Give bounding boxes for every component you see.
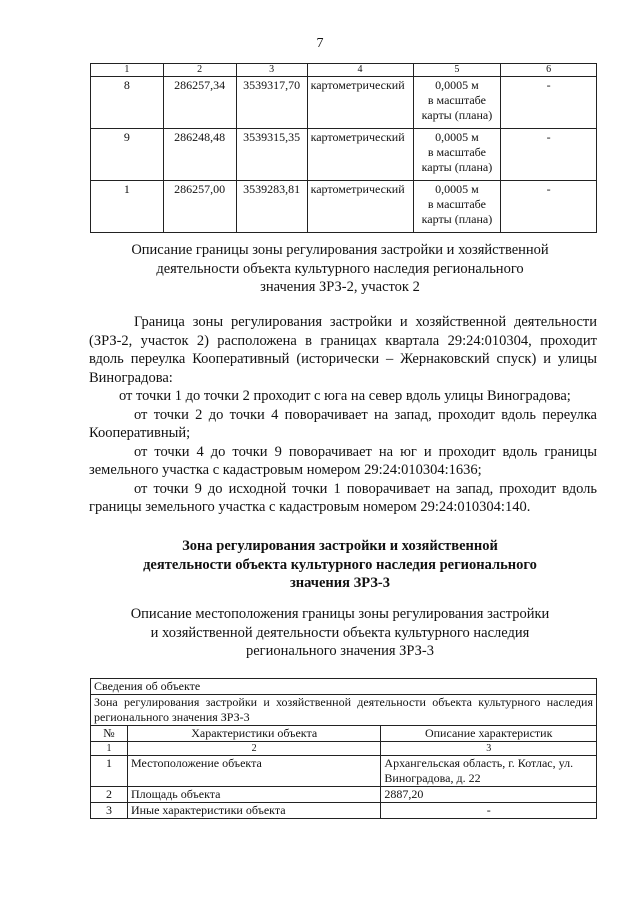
paragraph: от точки 9 до исходной точки 1 поворачивает на запад, проходит вдоль границы земельного участка с кадастровым номером 29:24:010304:140. — [89, 480, 597, 515]
section-title-zrz3: Зона регулирования застройки и хозяйственной деятельности объекта культурного наследия регионального значения ЗРЗ-3 — [143, 538, 537, 591]
note: - — [501, 129, 597, 181]
precision: 0,0005 м в масштабе карты (плана) — [413, 129, 501, 181]
coordinates-table — [90, 63, 597, 233]
object-info-table — [90, 678, 597, 819]
section-title-zrz2: Описание границы зоны регулирования застройки и хозяйственной деятельности объекта культурного наследия регионального значения ЗРЗ-2, участок 2 — [131, 242, 549, 295]
point-number: 8 — [91, 77, 164, 129]
characteristic-value: Архангельская область, г. Котлас, ул. Виноградова, д. 22 — [381, 756, 597, 787]
table-row — [91, 77, 597, 129]
coordinates-table-header — [91, 64, 597, 77]
characteristic-name: Иные характеристики объекта — [127, 803, 380, 819]
method: картометрический — [307, 181, 413, 233]
numbering-cell: 1 — [91, 742, 128, 756]
table-row — [91, 756, 597, 787]
paragraph: от точки 1 до точки 2 проходит с юга на север вдоль улицы Виноградова; — [119, 388, 571, 404]
header-cell: Характеристики объекта — [127, 726, 380, 742]
boundary-description — [89, 313, 597, 517]
header-cell: 3 — [236, 64, 307, 77]
precision: 0,0005 м в масштабе карты (плана) — [413, 77, 501, 129]
coord-y: 3539317,70 — [236, 77, 307, 129]
characteristic-name: Площадь объекта — [127, 787, 380, 803]
method: картометрический — [307, 77, 413, 129]
point-number: 9 — [91, 129, 164, 181]
precision: 0,0005 м в масштабе карты (плана) — [413, 181, 501, 233]
header-cell: 1 — [91, 64, 164, 77]
table-row — [91, 803, 597, 819]
table-caption: Сведения об объекте — [91, 679, 597, 695]
characteristic-value: 2887,20 — [381, 787, 597, 803]
table-row — [91, 181, 597, 233]
point-number: 1 — [91, 181, 164, 233]
coord-y: 3539315,35 — [236, 129, 307, 181]
paragraph: от точки 2 до точки 4 поворачивает на запад, проходит вдоль переулка Кооперативный; — [89, 406, 597, 441]
subsection-title-zrz3: Описание местоположения границы зоны регулирования застройки и хозяйственной деятельности объекта культурного наследия регионального значения ЗРЗ-3 — [130, 606, 550, 659]
object-name: Зона регулирования застройки и хозяйственной деятельности объекта культурного наследия регионального значения ЗРЗ-3 — [91, 695, 597, 726]
row-number: 2 — [91, 787, 128, 803]
row-number: 1 — [91, 756, 128, 787]
coord-y: 3539283,81 — [236, 181, 307, 233]
note: - — [501, 181, 597, 233]
coord-x: 286257,34 — [163, 77, 236, 129]
caption-row — [91, 679, 597, 695]
coord-x: 286257,00 — [163, 181, 236, 233]
page-number: 7 — [316, 36, 324, 51]
header-cell: Описание характеристик — [381, 726, 597, 742]
paragraph: Граница зоны регулирования застройки и хозяйственной деятельности (ЗРЗ-2, участок 2) расположена в границах квартала 29:24:010304, проходит вдоль переулка Кооперативный (исторически – Жернаковский спуск) и улицы Виноградова: — [89, 314, 597, 386]
header-cell: 6 — [501, 64, 597, 77]
table-row — [91, 787, 597, 803]
characteristic-value: - — [381, 803, 597, 819]
coord-x: 286248,48 — [163, 129, 236, 181]
object-name-row — [91, 695, 597, 726]
header-cell: № — [91, 726, 128, 742]
note: - — [501, 77, 597, 129]
header-row — [91, 726, 597, 742]
numbering-cell: 2 — [127, 742, 380, 756]
header-cell: 4 — [307, 64, 413, 77]
header-cell: 5 — [413, 64, 501, 77]
numbering-cell: 3 — [381, 742, 597, 756]
numbering-row — [91, 742, 597, 756]
row-number: 3 — [91, 803, 128, 819]
method: картометрический — [307, 129, 413, 181]
paragraph: от точки 4 до точки 9 поворачивает на юг и проходит вдоль границы земельного участка с кадастровым номером 29:24:010304:1636; — [89, 443, 597, 478]
header-cell: 2 — [163, 64, 236, 77]
characteristic-name: Местоположение объекта — [127, 756, 380, 787]
table-row — [91, 129, 597, 181]
